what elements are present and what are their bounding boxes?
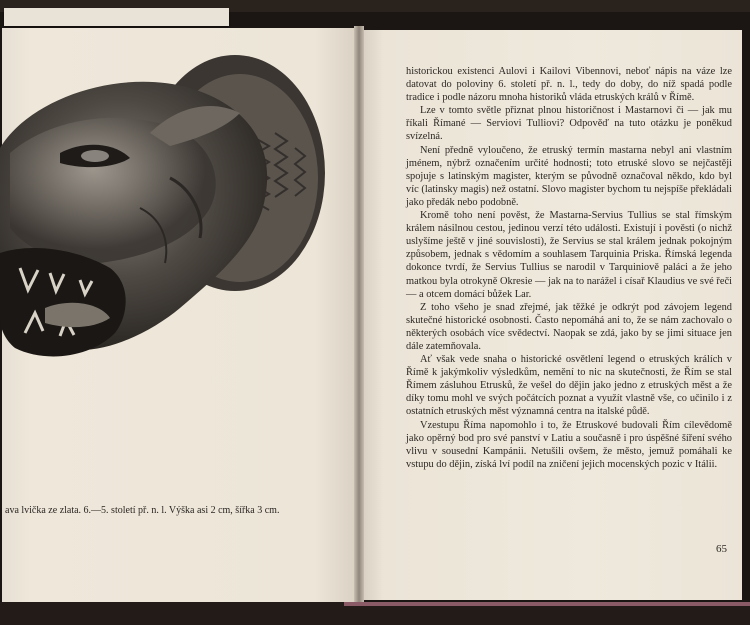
- paragraph: Kromě toho není pověst, že Mastarna-Servius Tullius se stal římským králem násilnou cestou, jedinou verzí této události. Existují i pověsti (o nichž uslyšíme ještě v jiné souvislosti), že Servius se stal králem jednak pokojným způsobem, jednak s vědomím a souhlasem Tarquinia Priska. Římská legenda dokonce tvrdí, že Servius Tullius se narodil v Tarquiniově paláci a že jeho matkou byla otrokyně Okresie — jak na to narážel i císař Klaudius ve své řeči — a otcem domácí bůžek Lar.: [406, 210, 732, 300]
- paragraph: Ať však vede snaha o historické osvětlení legend o etruských králích v Římě k jakýmkoliv výsledkům, nemění to nic na skutečnosti, že Řím se stal Římem zásluhou Etrusků, že vešel do dějin jako jedno z etruských měst a že díky tomu mohl ve svých počátcích poznat a využít vlastně vše, co učinilo i z ostatních etruských měst významná centra na italské půdě.: [406, 354, 732, 418]
- book-bottom-edge: [0, 602, 750, 625]
- page-number: 65: [716, 543, 727, 555]
- body-text: [406, 65, 732, 471]
- lioness-head-photo: [0, 28, 330, 368]
- paragraph: historickou existenci Aulovi i Kailovi Vibennovi, neboť nápis na váze lze datovat do poloviny 6. století př. n. l., tedy do doby, do níž spadá podle tradice i podle názoru mnoha historiků vláda etruských králů v Římě.: [406, 66, 732, 104]
- photo-caption: ava lvička ze zlata. 6.—5. století př. n. l. Výška asi 2 cm, šířka 3 cm.: [5, 505, 280, 516]
- book-gutter: [354, 26, 364, 606]
- paragraph: Z toho všeho je snad zřejmé, jak těžké je odkrýt pod závojem legend skutečné historické osobnosti. Často nepomáhá ani to, že se nám zachovalo o některých osobách více svědectví. Naopak se zdá, jako by se jimi situace jen dále zatemňovala.: [406, 301, 732, 352]
- paper-edge: [4, 8, 229, 26]
- paragraph: Není předně vyloučeno, že etruský termín mastarna nebyl ani vlastním jménem, nýbrž označením určité hodnosti; toto etruské slovo se nejčastěji spojuje s latinským magister, kterým se původně označoval někdo, kdo byl víc (latinsky magis) než ostatní. Slovo magister bychom tu nejspíše překládali jako předák nebo podobně.: [406, 144, 732, 208]
- book-top-edge: [0, 0, 750, 12]
- bookmark-edge: [344, 602, 750, 606]
- paragraph: Vzestupu Říma napomohlo i to, že Etruskové budovali Řím cílevědomě jako opěrný bod pro své panství v Latiu a současně i pro úspěšné šíření svého vlivu v sousední Kampánii. Netušili ovšem, že město, jemuž pomáhali ke vstupu do dějin, získá lví podíl na zničení jejich mocenských pozic v Itálii.: [406, 419, 732, 470]
- paragraph: Lze v tomto světle přiznat plnou historičnost i Mastarnovi či — jak mu říkali Římané — Serviovi Tulliovi? Odpověď na tuto otázku je poněkud svízelná.: [406, 105, 732, 143]
